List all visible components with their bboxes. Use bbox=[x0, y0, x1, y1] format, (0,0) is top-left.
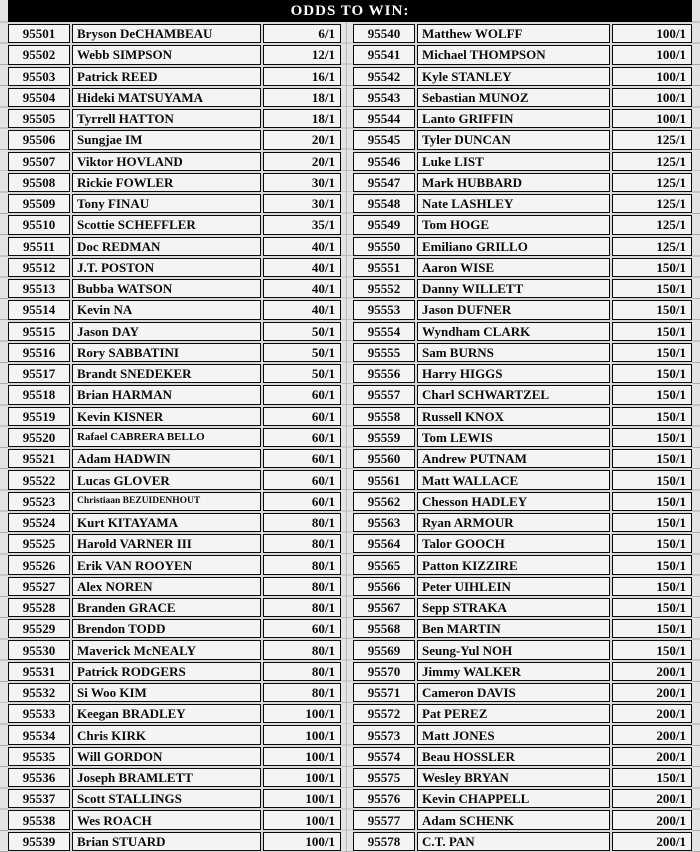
bet-number-cell: 95508 bbox=[8, 173, 70, 192]
player-name-cell: Wesley BRYAN bbox=[417, 768, 610, 787]
bet-number-cell: 95527 bbox=[8, 577, 70, 596]
player-name-cell: Will GORDON bbox=[72, 747, 261, 766]
player-name-cell: Hideki MATSUYAMA bbox=[72, 88, 261, 107]
odds-value-cell: 200/1 bbox=[612, 683, 692, 702]
bet-number-cell: 95519 bbox=[8, 407, 70, 426]
bet-number-cell: 95509 bbox=[8, 194, 70, 213]
bet-number-cell: 95505 bbox=[8, 109, 70, 128]
odds-value-cell: 150/1 bbox=[612, 279, 692, 298]
player-name-cell: Branden GRACE bbox=[72, 598, 261, 617]
player-name-cell: Mark HUBBARD bbox=[417, 173, 610, 192]
bet-number-cell: 95504 bbox=[8, 88, 70, 107]
odds-value-cell: 150/1 bbox=[612, 343, 692, 362]
table-divider bbox=[341, 22, 353, 852]
odds-value-cell: 80/1 bbox=[263, 577, 341, 596]
odds-value-cell: 100/1 bbox=[612, 24, 692, 43]
bet-number-cell: 95560 bbox=[353, 449, 415, 468]
player-name-cell: Aaron WISE bbox=[417, 258, 610, 277]
odds-value-cell: 20/1 bbox=[263, 152, 341, 171]
player-name-cell: Doc REDMAN bbox=[72, 237, 261, 256]
bet-number-cell: 95568 bbox=[353, 619, 415, 638]
odds-value-cell: 125/1 bbox=[612, 215, 692, 234]
odds-value-cell: 150/1 bbox=[612, 768, 692, 787]
odds-value-cell: 35/1 bbox=[263, 215, 341, 234]
bet-number-cell: 95520 bbox=[8, 428, 70, 447]
odds-value-cell: 30/1 bbox=[263, 173, 341, 192]
player-name-cell: Harry HIGGS bbox=[417, 364, 610, 383]
player-name-cell: Joseph BRAMLETT bbox=[72, 768, 261, 787]
bet-number-cell: 95554 bbox=[353, 322, 415, 341]
odds-value-cell: 18/1 bbox=[263, 109, 341, 128]
bet-number-cell: 95514 bbox=[8, 300, 70, 319]
odds-value-cell: 80/1 bbox=[263, 662, 341, 681]
bet-number-cell: 95578 bbox=[353, 832, 415, 851]
bet-number-cell: 95538 bbox=[8, 810, 70, 829]
bet-number-cell: 95521 bbox=[8, 449, 70, 468]
odds-value-cell: 100/1 bbox=[612, 88, 692, 107]
player-name-cell: Sungjae IM bbox=[72, 130, 261, 149]
odds-value-cell: 150/1 bbox=[612, 555, 692, 574]
player-name-cell: Matt JONES bbox=[417, 725, 610, 744]
player-name-cell: Nate LASHLEY bbox=[417, 194, 610, 213]
bet-number-cell: 95546 bbox=[353, 152, 415, 171]
bet-number-cell: 95567 bbox=[353, 598, 415, 617]
player-name-cell: Lucas GLOVER bbox=[72, 470, 261, 489]
odds-value-cell: 150/1 bbox=[612, 449, 692, 468]
player-name-cell: Russell KNOX bbox=[417, 407, 610, 426]
odds-value-cell: 80/1 bbox=[263, 683, 341, 702]
bet-number-cell: 95549 bbox=[353, 215, 415, 234]
bet-number-cell: 95537 bbox=[8, 789, 70, 808]
odds-value-cell: 150/1 bbox=[612, 513, 692, 532]
odds-value-cell: 80/1 bbox=[263, 640, 341, 659]
bet-number-cell: 95523 bbox=[8, 492, 70, 511]
odds-value-cell: 125/1 bbox=[612, 194, 692, 213]
bet-number-cell: 95511 bbox=[8, 237, 70, 256]
bet-number-cell: 95556 bbox=[353, 364, 415, 383]
odds-value-cell: 150/1 bbox=[612, 577, 692, 596]
odds-to-win-header: ODDS TO WIN: bbox=[8, 0, 692, 22]
odds-value-cell: 60/1 bbox=[263, 428, 341, 447]
player-name-cell: Scott STALLINGS bbox=[72, 789, 261, 808]
bet-number-cell: 95503 bbox=[8, 67, 70, 86]
bet-number-cell: 95539 bbox=[8, 832, 70, 851]
player-name-cell: Charl SCHWARTZEL bbox=[417, 385, 610, 404]
bet-number-cell: 95559 bbox=[353, 428, 415, 447]
odds-value-cell: 200/1 bbox=[612, 832, 692, 851]
odds-value-cell: 80/1 bbox=[263, 513, 341, 532]
bet-number-cell: 95518 bbox=[8, 385, 70, 404]
odds-value-cell: 6/1 bbox=[263, 24, 341, 43]
odds-value-cell: 100/1 bbox=[263, 768, 341, 787]
player-name-cell: Tom HOGE bbox=[417, 215, 610, 234]
bet-number-cell: 95541 bbox=[353, 45, 415, 64]
player-name-cell: Lanto GRIFFIN bbox=[417, 109, 610, 128]
player-name-cell: Tyrrell HATTON bbox=[72, 109, 261, 128]
bet-number-cell: 95571 bbox=[353, 683, 415, 702]
odds-value-cell: 16/1 bbox=[263, 67, 341, 86]
odds-value-cell: 60/1 bbox=[263, 407, 341, 426]
bet-number-cell: 95517 bbox=[8, 364, 70, 383]
odds-value-cell: 125/1 bbox=[612, 152, 692, 171]
player-name-cell: Erik VAN ROOYEN bbox=[72, 555, 261, 574]
player-name-cell: Jason DAY bbox=[72, 322, 261, 341]
player-name-cell: Alex NOREN bbox=[72, 577, 261, 596]
player-name-cell: Chris KIRK bbox=[72, 725, 261, 744]
bet-number-cell: 95522 bbox=[8, 470, 70, 489]
player-name-cell: Matthew WOLFF bbox=[417, 24, 610, 43]
player-name-cell: Emiliano GRILLO bbox=[417, 237, 610, 256]
player-name-cell: Matt WALLACE bbox=[417, 470, 610, 489]
player-name-cell: Sam BURNS bbox=[417, 343, 610, 362]
player-name-cell: Peter UIHLEIN bbox=[417, 577, 610, 596]
odds-table-right bbox=[353, 22, 692, 852]
odds-value-cell: 100/1 bbox=[612, 67, 692, 86]
bet-number-cell: 95547 bbox=[353, 173, 415, 192]
bet-number-cell: 95501 bbox=[8, 24, 70, 43]
bet-number-cell: 95551 bbox=[353, 258, 415, 277]
odds-value-cell: 125/1 bbox=[612, 237, 692, 256]
odds-value-cell: 40/1 bbox=[263, 279, 341, 298]
player-name-cell: Ben MARTIN bbox=[417, 619, 610, 638]
bet-number-cell: 95573 bbox=[353, 725, 415, 744]
odds-value-cell: 200/1 bbox=[612, 789, 692, 808]
bet-number-cell: 95548 bbox=[353, 194, 415, 213]
bet-number-cell: 95510 bbox=[8, 215, 70, 234]
odds-value-cell: 200/1 bbox=[612, 747, 692, 766]
odds-value-cell: 100/1 bbox=[263, 747, 341, 766]
player-name-cell: Bubba WATSON bbox=[72, 279, 261, 298]
bet-number-cell: 95553 bbox=[353, 300, 415, 319]
odds-value-cell: 100/1 bbox=[612, 109, 692, 128]
player-name-cell: Kevin NA bbox=[72, 300, 261, 319]
odds-value-cell: 50/1 bbox=[263, 343, 341, 362]
odds-value-cell: 30/1 bbox=[263, 194, 341, 213]
odds-value-cell: 100/1 bbox=[263, 832, 341, 851]
player-name-cell: Brandt SNEDEKER bbox=[72, 364, 261, 383]
bet-number-cell: 95540 bbox=[353, 24, 415, 43]
player-name-cell: Talor GOOCH bbox=[417, 534, 610, 553]
bet-number-cell: 95561 bbox=[353, 470, 415, 489]
bet-number-cell: 95550 bbox=[353, 237, 415, 256]
odds-value-cell: 40/1 bbox=[263, 258, 341, 277]
odds-value-cell: 50/1 bbox=[263, 364, 341, 383]
player-name-cell: Christiaan BEZUIDENHOUT bbox=[72, 492, 261, 511]
player-name-cell: Danny WILLETT bbox=[417, 279, 610, 298]
odds-value-cell: 125/1 bbox=[612, 173, 692, 192]
player-name-cell: Rory SABBATINI bbox=[72, 343, 261, 362]
player-name-cell: Seung-Yul NOH bbox=[417, 640, 610, 659]
bet-number-cell: 95576 bbox=[353, 789, 415, 808]
bet-number-cell: 95557 bbox=[353, 385, 415, 404]
player-name-cell: Ryan ARMOUR bbox=[417, 513, 610, 532]
bet-number-cell: 95531 bbox=[8, 662, 70, 681]
bet-number-cell: 95563 bbox=[353, 513, 415, 532]
player-name-cell: Bryson DeCHAMBEAU bbox=[72, 24, 261, 43]
odds-value-cell: 150/1 bbox=[612, 322, 692, 341]
bet-number-cell: 95515 bbox=[8, 322, 70, 341]
player-name-cell: Scottie SCHEFFLER bbox=[72, 215, 261, 234]
player-name-cell: Cameron DAVIS bbox=[417, 683, 610, 702]
bet-number-cell: 95528 bbox=[8, 598, 70, 617]
player-name-cell: Brian HARMAN bbox=[72, 385, 261, 404]
odds-value-cell: 60/1 bbox=[263, 449, 341, 468]
odds-value-cell: 150/1 bbox=[612, 598, 692, 617]
odds-value-cell: 60/1 bbox=[263, 619, 341, 638]
odds-value-cell: 12/1 bbox=[263, 45, 341, 64]
bet-number-cell: 95565 bbox=[353, 555, 415, 574]
bet-number-cell: 95506 bbox=[8, 130, 70, 149]
player-name-cell: Rickie FOWLER bbox=[72, 173, 261, 192]
odds-value-cell: 100/1 bbox=[263, 810, 341, 829]
bet-number-cell: 95535 bbox=[8, 747, 70, 766]
odds-value-cell: 100/1 bbox=[263, 789, 341, 808]
player-name-cell: Keegan BRADLEY bbox=[72, 704, 261, 723]
player-name-cell: Patton KIZZIRE bbox=[417, 555, 610, 574]
spreadsheet-gutter-right bbox=[692, 0, 700, 852]
bet-number-cell: 95562 bbox=[353, 492, 415, 511]
player-name-cell: Pat PEREZ bbox=[417, 704, 610, 723]
odds-value-cell: 60/1 bbox=[263, 470, 341, 489]
odds-value-cell: 150/1 bbox=[612, 407, 692, 426]
player-name-cell: Rafael CABRERA BELLO bbox=[72, 428, 261, 447]
player-name-cell: Andrew PUTNAM bbox=[417, 449, 610, 468]
player-name-cell: Sebastian MUNOZ bbox=[417, 88, 610, 107]
odds-value-cell: 200/1 bbox=[612, 704, 692, 723]
odds-value-cell: 150/1 bbox=[612, 640, 692, 659]
bet-number-cell: 95566 bbox=[353, 577, 415, 596]
player-name-cell: Kyle STANLEY bbox=[417, 67, 610, 86]
bet-number-cell: 95529 bbox=[8, 619, 70, 638]
bet-number-cell: 95543 bbox=[353, 88, 415, 107]
odds-value-cell: 150/1 bbox=[612, 385, 692, 404]
spreadsheet-gutter-left bbox=[0, 0, 8, 852]
odds-value-cell: 150/1 bbox=[612, 300, 692, 319]
bet-number-cell: 95542 bbox=[353, 67, 415, 86]
odds-sheet-content bbox=[8, 0, 692, 852]
player-name-cell: Patrick RODGERS bbox=[72, 662, 261, 681]
player-name-cell: Brendon TODD bbox=[72, 619, 261, 638]
player-name-cell: Luke LIST bbox=[417, 152, 610, 171]
bet-number-cell: 95536 bbox=[8, 768, 70, 787]
odds-value-cell: 60/1 bbox=[263, 385, 341, 404]
bet-number-cell: 95530 bbox=[8, 640, 70, 659]
odds-value-cell: 200/1 bbox=[612, 662, 692, 681]
player-name-cell: Kevin CHAPPELL bbox=[417, 789, 610, 808]
player-name-cell: Chesson HADLEY bbox=[417, 492, 610, 511]
bet-number-cell: 95544 bbox=[353, 109, 415, 128]
odds-value-cell: 40/1 bbox=[263, 237, 341, 256]
player-name-cell: Wyndham CLARK bbox=[417, 322, 610, 341]
odds-value-cell: 125/1 bbox=[612, 130, 692, 149]
player-name-cell: Jason DUFNER bbox=[417, 300, 610, 319]
odds-value-cell: 150/1 bbox=[612, 364, 692, 383]
player-name-cell: Webb SIMPSON bbox=[72, 45, 261, 64]
player-name-cell: Sepp STRAKA bbox=[417, 598, 610, 617]
player-name-cell: Maverick McNEALY bbox=[72, 640, 261, 659]
player-name-cell: Tony FINAU bbox=[72, 194, 261, 213]
bet-number-cell: 95552 bbox=[353, 279, 415, 298]
player-name-cell: Beau HOSSLER bbox=[417, 747, 610, 766]
odds-value-cell: 40/1 bbox=[263, 300, 341, 319]
bet-number-cell: 95574 bbox=[353, 747, 415, 766]
odds-value-cell: 150/1 bbox=[612, 492, 692, 511]
bet-number-cell: 95575 bbox=[353, 768, 415, 787]
player-name-cell: C.T. PAN bbox=[417, 832, 610, 851]
bet-number-cell: 95513 bbox=[8, 279, 70, 298]
player-name-cell: Kevin KISNER bbox=[72, 407, 261, 426]
odds-value-cell: 100/1 bbox=[263, 725, 341, 744]
bet-number-cell: 95502 bbox=[8, 45, 70, 64]
odds-table-left bbox=[8, 22, 341, 852]
odds-value-cell: 200/1 bbox=[612, 810, 692, 829]
player-name-cell: Si Woo KIM bbox=[72, 683, 261, 702]
odds-value-cell: 80/1 bbox=[263, 555, 341, 574]
odds-value-cell: 150/1 bbox=[612, 470, 692, 489]
bet-number-cell: 95569 bbox=[353, 640, 415, 659]
bet-number-cell: 95577 bbox=[353, 810, 415, 829]
bet-number-cell: 95524 bbox=[8, 513, 70, 532]
bet-number-cell: 95516 bbox=[8, 343, 70, 362]
bet-number-cell: 95532 bbox=[8, 683, 70, 702]
odds-value-cell: 20/1 bbox=[263, 130, 341, 149]
odds-value-cell: 50/1 bbox=[263, 322, 341, 341]
bet-number-cell: 95545 bbox=[353, 130, 415, 149]
odds-value-cell: 100/1 bbox=[263, 704, 341, 723]
player-name-cell: Wes ROACH bbox=[72, 810, 261, 829]
player-name-cell: Brian STUARD bbox=[72, 832, 261, 851]
player-name-cell: J.T. POSTON bbox=[72, 258, 261, 277]
player-name-cell: Michael THOMPSON bbox=[417, 45, 610, 64]
odds-value-cell: 80/1 bbox=[263, 534, 341, 553]
bet-number-cell: 95534 bbox=[8, 725, 70, 744]
bet-number-cell: 95570 bbox=[353, 662, 415, 681]
odds-value-cell: 60/1 bbox=[263, 492, 341, 511]
bet-number-cell: 95533 bbox=[8, 704, 70, 723]
odds-value-cell: 200/1 bbox=[612, 725, 692, 744]
player-name-cell: Tom LEWIS bbox=[417, 428, 610, 447]
bet-number-cell: 95507 bbox=[8, 152, 70, 171]
bet-number-cell: 95558 bbox=[353, 407, 415, 426]
player-name-cell: Viktor HOVLAND bbox=[72, 152, 261, 171]
bet-number-cell: 95572 bbox=[353, 704, 415, 723]
player-name-cell: Kurt KITAYAMA bbox=[72, 513, 261, 532]
odds-value-cell: 18/1 bbox=[263, 88, 341, 107]
bet-number-cell: 95512 bbox=[8, 258, 70, 277]
bet-number-cell: 95525 bbox=[8, 534, 70, 553]
odds-value-cell: 150/1 bbox=[612, 258, 692, 277]
player-name-cell: Adam SCHENK bbox=[417, 810, 610, 829]
odds-value-cell: 150/1 bbox=[612, 619, 692, 638]
player-name-cell: Adam HADWIN bbox=[72, 449, 261, 468]
bet-number-cell: 95526 bbox=[8, 555, 70, 574]
odds-value-cell: 150/1 bbox=[612, 428, 692, 447]
player-name-cell: Tyler DUNCAN bbox=[417, 130, 610, 149]
player-name-cell: Harold VARNER III bbox=[72, 534, 261, 553]
odds-value-cell: 80/1 bbox=[263, 598, 341, 617]
bet-number-cell: 95555 bbox=[353, 343, 415, 362]
odds-value-cell: 150/1 bbox=[612, 534, 692, 553]
bet-number-cell: 95564 bbox=[353, 534, 415, 553]
odds-tables bbox=[8, 22, 692, 852]
player-name-cell: Jimmy WALKER bbox=[417, 662, 610, 681]
odds-value-cell: 100/1 bbox=[612, 45, 692, 64]
player-name-cell: Patrick REED bbox=[72, 67, 261, 86]
